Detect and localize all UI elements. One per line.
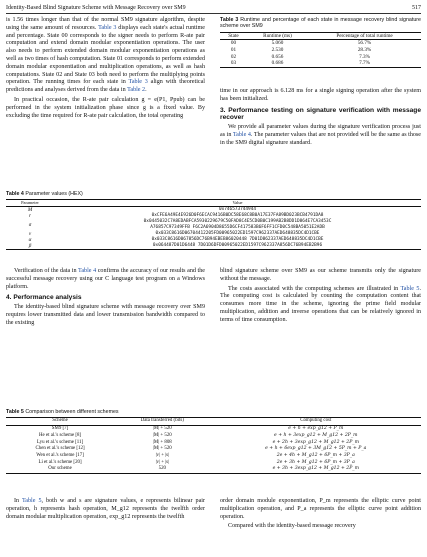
left-column-bottom	[6, 498, 205, 523]
table3-block	[220, 17, 421, 68]
table-header-row	[220, 32, 421, 40]
paragraph: blind signature scheme over SM9 as our scheme transmits only the signature without the message.	[220, 268, 421, 282]
left-column-mid	[6, 268, 205, 330]
paragraph: is 1.56 times longer than that of the normal SM9 signature algorithm, despite using the same amount of resources. Table 3 displays each state's actual runtime and percentage. State 00 corresponds to the signer needs to perform R-ate pair computation and extend domain modular exponentiation operations. The user also needs to perform extended domain modular exponentiation operations as well as two times of hash computation. State 01 corresponds to perform extended domain modular exponentiation and multiplication operations, as well as hash computations. State 02 and State 03 both need to perform the multiplying points operation. The running times for each state in Table 3 align with theoretical predictions and analyses derived from the data in Table 2.	[6, 17, 205, 94]
table-ref-link[interactable]: Table 4	[232, 131, 251, 138]
paragraph: We provide all parameter values during the signature verification process just as in Table 4. The parameter values that are not provided will be the same as those in the SM9 digital signature standard.	[220, 124, 421, 146]
table-row: v 0x033C8616D06704412205FD00965022ED1597C962337AED648835DC4D1CBE	[28, 231, 320, 238]
section-heading: 4. Performance analysis	[6, 294, 82, 302]
paragraph: Compared with the identity-based message recovery	[228, 523, 356, 530]
table-row: Our scheme 520 e + 3h + 3exp_g12 + M_g12 + 2P_m	[6, 466, 421, 473]
table-row: α 0x033C8616D067856DC76B94EBEB86020448 7D01D862337AED648835DC4D1CBE	[28, 237, 324, 244]
column-header: Data transferred (bits)	[140, 418, 184, 424]
table-row: 01 2.530 28.3%	[230, 47, 372, 53]
paragraph: The identity-based blind signature scheme with message recovery over SM9 requires lower transmitted data and lower transmission bandwidth compared to the existing	[6, 304, 205, 326]
table-row: Li et al.'s scheme [20] |v| + |s| 2e + 3h + M_g12 + 6P_m + 3P_a	[38, 459, 355, 465]
page-number: 517	[412, 5, 421, 11]
table-row: SM9 [7] |M| + 520 e + h + exp_g12 + P_m	[51, 426, 344, 432]
table-ref-link[interactable]: Table 5	[400, 285, 420, 292]
table5-caption: Table 5 Comparison between different schemes	[6, 409, 119, 415]
table-row: β 0x064487D01D6448 7D01D6DFD00965022ED1597C962337A856DC76B94EB2B96	[6, 243, 421, 250]
table3	[220, 32, 421, 68]
table-row: He et al.'s scheme [8] |M| + 520 e + h + 3exp_g12 + M_g12 + 2P_m	[39, 432, 358, 438]
paragraph: Verification of the data in Table 4 confirms the accuracy of our results and the successful message recovery using our C language test program on a Windows platform.	[6, 268, 205, 290]
table-row: Wen et al.'s scheme [17] |v| + |s| 2e + 4h + M_g12 + 6P_m + 3P_a	[36, 452, 355, 458]
table-header-row	[6, 200, 421, 207]
column-header: Scheme	[52, 418, 68, 424]
table3-caption: Table 3 Runtime and percentage of each state in message recovery blind signature scheme over SM9	[220, 17, 421, 30]
column-header: Runtime (ms)	[263, 32, 292, 39]
left-column-top	[6, 17, 205, 122]
paragraph: order domain module exponentiation, P_m represents the elliptic curve point multiplication operation, and P_a represents the elliptic curve point addition operation.	[220, 498, 421, 520]
right-column-mid	[220, 268, 421, 327]
table-ref-link[interactable]: Table 4	[78, 268, 97, 274]
table-row: σ 0x0445032C7A8EDABFCA5930229679C50FAD8C4E5CD0B0C199AB2B8DD1D864E7CA3453C A76857C97349FFB F6C2A6904D8655D6CF417583B6F6FF1CFD0C548BA5051E2ADB	[28, 219, 332, 231]
running-header	[6, 3, 421, 13]
table4-caption: Table 4 Parameter values (HEX)	[6, 191, 83, 197]
paragraph: The costs associated with the computing schemes are illustrated in Table 5. The computing cost is calculated by counting the computation content that consumes more time in the scheme, ignoring the prime field modular multiplication, addition and inverse operations that can be relatively ignored in terms of time consumption.	[220, 285, 421, 323]
paragraph: In Table 5, both w and s are signature values, e represents bilinear pair operation, h represents hash operation, M_g12 represents the twelfth order domain modular multiplication operation, exp_g12 represents the twelfth	[6, 498, 205, 520]
table-row: r 0xCFE6A49E4E926D0F6ECAC9416B0DC58E68C8B0A17E37FA89BD023BCB4791DA8	[28, 213, 324, 220]
table-ref-link[interactable]: Table 2	[127, 87, 146, 94]
table-ref-link[interactable]: Table 3	[128, 79, 148, 86]
table5-block	[6, 409, 421, 474]
section-heading: 3. Performance testing on signature verification with message recover	[220, 106, 421, 122]
table-row: M 0x746573744944	[27, 207, 256, 214]
table-row: Chen et al.'s scheme [12] |M| + 520 e + h + 6exp_g12 + 3M_g12 + 5P_m + P_a	[35, 446, 367, 452]
table4	[6, 199, 421, 250]
header-title: Identity-Based Blind Signature Scheme with Message Recovery over SM9	[6, 5, 186, 11]
column-header: Parameter	[21, 200, 39, 206]
column-header: Value	[232, 200, 243, 206]
table-row: Lyu et al.'s scheme [11] |M| + 808 e + 2h + 3exp_g12 + M_g12 + 2P_m	[36, 439, 359, 445]
table-row: 00 5.060 56.7%	[230, 40, 372, 47]
table5	[6, 417, 421, 474]
header-rule	[6, 13, 421, 14]
table-row: 02 0.656 7.3%	[230, 53, 370, 60]
right-column-top	[220, 88, 421, 150]
column-header: Percentage of total runtime	[336, 32, 393, 39]
table-ref-link[interactable]: Table 5	[22, 498, 42, 504]
table-header-row	[6, 418, 421, 426]
paragraph: In practical occasion, the R-ate pair calculation g = e(P1, Ppub) can be performed in the system initialization phase since g is a fixed value. By excluding the time required for R-ate pair calculation, the total operating	[6, 96, 205, 119]
paragraph: time in our approach is 6.128 ms for a single signing operation after the system has been initialized.	[220, 88, 421, 102]
table-row: 03 0.686 7.7%	[220, 60, 421, 67]
right-column-bottom	[220, 498, 421, 533]
column-header: Computing cost	[300, 418, 332, 424]
table-ref-link[interactable]: Table 3	[98, 24, 117, 31]
table4-block	[6, 191, 421, 250]
column-header: State	[228, 32, 239, 39]
